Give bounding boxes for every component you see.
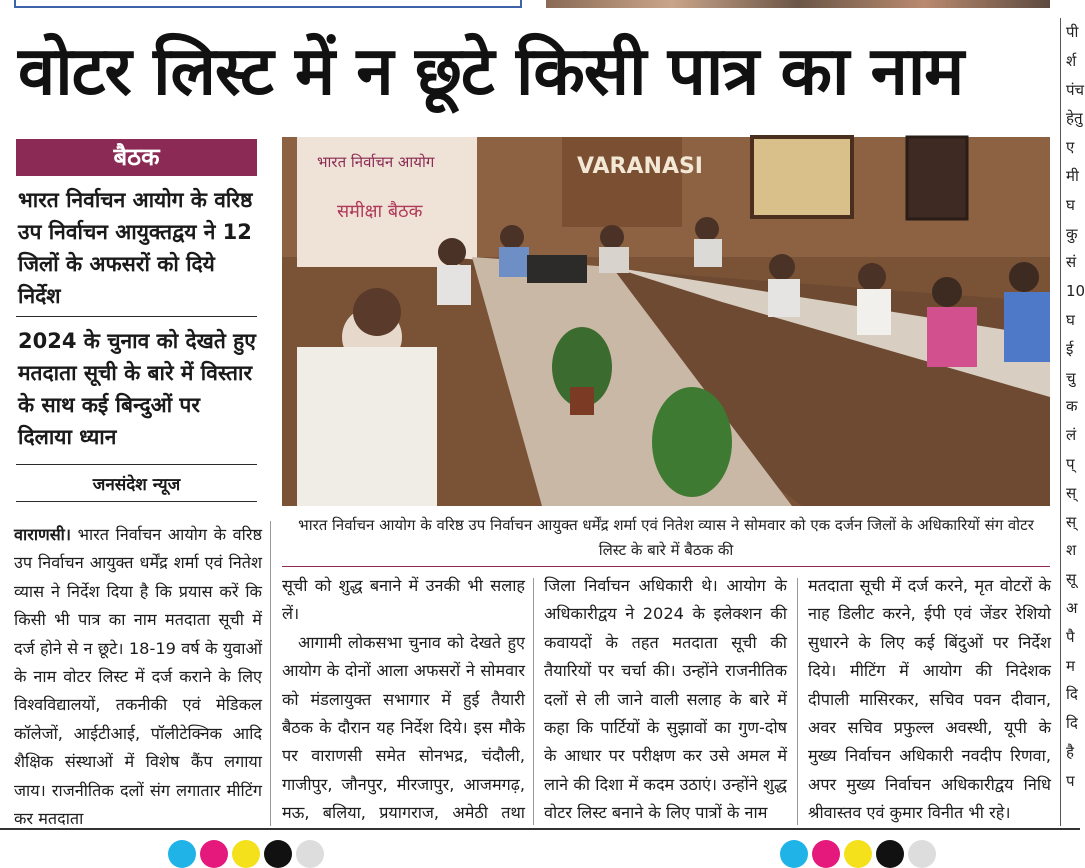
adjacent-fragment: कु bbox=[1066, 224, 1078, 243]
adjacent-fragment: मी bbox=[1066, 166, 1079, 185]
byline: जनसंदेश न्यूज bbox=[92, 475, 181, 495]
headline: वोटर लिस्ट में न छूटे किसी पात्र का नाम bbox=[18, 32, 964, 110]
adjacent-fragment: घ bbox=[1066, 310, 1075, 329]
adjacent-fragment: पै bbox=[1066, 627, 1075, 646]
registration-magenta-icon bbox=[200, 840, 228, 868]
deck-divider bbox=[16, 316, 257, 317]
adjacent-fragment: पी bbox=[1066, 23, 1079, 41]
adjacent-fragment: लं bbox=[1066, 426, 1077, 445]
adjacent-fragment: सं bbox=[1066, 253, 1077, 272]
adjacent-fragment: प bbox=[1066, 771, 1075, 790]
adjacent-fragment: प् bbox=[1066, 454, 1075, 473]
adjacent-fragment: स् bbox=[1066, 483, 1077, 502]
adjacent-fragment: दि bbox=[1066, 714, 1078, 733]
deck-line-2: 2024 के चुनाव को देखते हुए मतदाता सूची के बारे में विस्तार के साथ कई बिन्दुओं पर दिलाया ध्यान bbox=[18, 329, 256, 449]
registration-black-icon bbox=[876, 840, 904, 868]
body-column-3-text: जिला निर्वाचन अधिकारी थे। आयोग के अधिकारीद्वय ने 2024 के इलेक्शन की कवायदों के तहत मतदाता सूची की तैयारियों पर चर्चा की। उन्होंने राजनीतिक दलों से ली जाने वाली सलाह के बारे में कहा कि पार्टियों के सुझावों का गुण-दोष के आधार पर परीक्षण कर उसे अमल में लाने की दिशा में कदम उठाएं। उन्होंने शुद्ध वोटर लिस्ट बनाने के लिए पात्रों के नाम bbox=[544, 576, 787, 823]
photo-caption: भारत निर्वाचन आयोग के वरिष्ठ उप निर्वाचन आयुक्त धर्मेंद्र शर्मा एवं नितेश व्यास ने सोमवार को एक दर्जन जिलों के अधिकारियों संग वोटर लिस्ट के बारे में बैठक की bbox=[298, 516, 1034, 559]
banner-text: भारत निर्वाचन आयोग bbox=[317, 153, 435, 171]
adjacent-story-clip bbox=[1060, 18, 1085, 826]
body-column-2 bbox=[282, 572, 525, 856]
print-registration-bar bbox=[0, 828, 1080, 857]
banner-text-2: समीक्षा बैठक bbox=[337, 201, 423, 222]
body-column-2-para-2: आगामी लोकसभा चुनाव को देखते हुए आयोग के दोनों आला अफसरों ने सोमवार को मंडलायुक्त सभागार में हुई तैयारी बैठक के दौरान यह निर्देश दिये। इस मौके पर वाराणसी समेत सोनभद्र, चंदौली, गाजीपुर, जौनपुर, मीरजापुर, आजमगढ़, मऊ, बलिया, प्रयागराज, अमेठी तथा bbox=[282, 632, 525, 823]
adjacent-fragment: र्श bbox=[1066, 51, 1077, 70]
body-column-1-text: भारत निर्वाचन आयोग के वरिष्ठ उप निर्वाचन आयुक्त धर्मेंद्र शर्मा एवं नितेश व्यास ने निर्देश दिया है कि प्रयास करें कि किसी भी पात्र का नाम मतदाता सूची में दर्ज होने से न छूटे। 18-19 वर्ष के युवाओं के नाम वोटर लिस्ट में दर्ज कराने के लिए विश्वविद्यालयों, तकनीकी एवं मेडिकल कॉलेजों, आईटीआई, पॉलीटेक्निक आदि शैक्षिक संस्थाओं में विशेष कैंप लगाया जाय। राजनीतिक दलों संग लगातार मीटिंग कर मतदाता bbox=[14, 525, 262, 829]
body-column-3 bbox=[544, 572, 787, 828]
meeting-photo-illustration bbox=[282, 137, 1050, 506]
wall-text: VARANASI bbox=[577, 154, 703, 179]
body-column-2-para-1: सूची को शुद्ध बनाने में उनकी भी सलाह लें। bbox=[282, 576, 525, 624]
adjacent-fragment: घ bbox=[1066, 195, 1075, 214]
registration-grey-icon bbox=[908, 840, 936, 868]
registration-grey-icon bbox=[296, 840, 324, 868]
column-divider-2 bbox=[533, 578, 534, 825]
adjacent-fragment: 10 bbox=[1066, 282, 1085, 301]
meeting-photo bbox=[282, 137, 1050, 506]
previous-story-border bbox=[14, 0, 522, 8]
adjacent-fragment: हेतु bbox=[1066, 109, 1083, 128]
adjacent-fragment: क bbox=[1066, 397, 1078, 416]
body-column-4-text: मतदाता सूची में दर्ज करने, मृत वोटरों के नाह डिलीट करने, ईपी एवं जेंडर रेशियो सुधारने के लिए कई बिंदुओं पर निर्देश दिये। मीटिंग में आयोग की निदेशक दीपाली मासिरकर, सचिव पवन दीवान, अवर सचिव प्रफुल्ल अवस्थी, यूपी के मुख्य निर्वाचन अधिकारी नवदीप रिणवा, अपर मुख्य निर्वाचन अधिकारीद्वय निधि श्रीवास्तव एवं कुमार विनीत भी रहे। bbox=[808, 576, 1051, 823]
registration-yellow-icon bbox=[844, 840, 872, 868]
column-divider-3 bbox=[797, 578, 798, 825]
byline-rule-bottom bbox=[16, 501, 257, 502]
dateline: वाराणसी। bbox=[14, 525, 71, 544]
body-column-1 bbox=[14, 521, 262, 833]
adjacent-fragment: सू bbox=[1066, 570, 1077, 589]
registration-yellow-icon bbox=[232, 840, 260, 868]
adjacent-fragment: है bbox=[1066, 742, 1074, 761]
body-column-4 bbox=[808, 572, 1051, 828]
adjacent-fragment: पंच bbox=[1066, 80, 1085, 99]
adjacent-fragment: ए bbox=[1066, 138, 1075, 157]
adjacent-fragment: दि bbox=[1066, 685, 1078, 704]
registration-magenta-icon bbox=[812, 840, 840, 868]
byline-rule-top bbox=[16, 464, 257, 465]
adjacent-fragment: स् bbox=[1066, 512, 1077, 531]
previous-story-photo-strip bbox=[546, 0, 1050, 8]
registration-black-icon bbox=[264, 840, 292, 868]
adjacent-fragment: ई bbox=[1066, 339, 1074, 358]
column-divider-1 bbox=[270, 521, 271, 826]
adjacent-fragment: श bbox=[1066, 541, 1077, 560]
registration-cyan-icon bbox=[780, 840, 808, 868]
adjacent-fragment: अ bbox=[1066, 598, 1078, 617]
adjacent-fragment: म bbox=[1066, 656, 1075, 675]
deck-line-1: भारत निर्वाचन आयोग के वरिष्ठ उप निर्वाचन आयुक्तद्वय ने 12 जिलों के अफसरों को दिये निर्देश bbox=[18, 188, 253, 308]
section-label: बैठक bbox=[16, 139, 257, 176]
caption-rule bbox=[282, 566, 1050, 567]
registration-cyan-icon bbox=[168, 840, 196, 868]
adjacent-fragment: चु bbox=[1066, 368, 1076, 387]
